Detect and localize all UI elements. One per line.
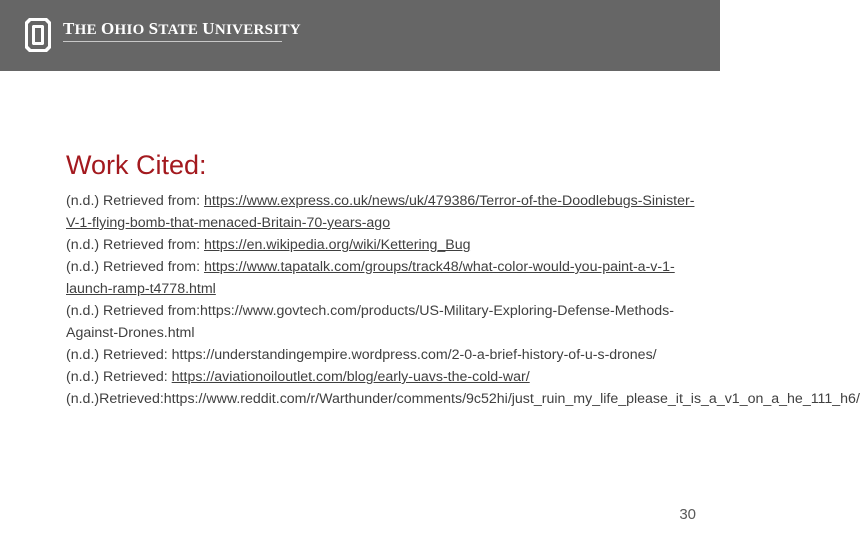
reference-prefix: (n.d.) Retrieved from: (66, 259, 204, 275)
reference-link[interactable]: https://aviationoiloutlet.com/blog/early-uavs-the-cold-war/ (171, 369, 530, 385)
reference-item (66, 234, 706, 256)
reference-prefix: (n.d.)Retrieved: (66, 391, 164, 407)
header-bar (0, 0, 720, 71)
reference-url: https://www.govtech.com/products/US-Military-Exploring-Defense-Methods-Against-Drones.html (66, 303, 674, 341)
reference-url: https://www.reddit.com/r/Warthunder/comments/9c52hi/just_ruin_my_life_please_it_is_a_v1_on_a_he_111_h6/ (163, 391, 860, 407)
reference-prefix: (n.d.) Retrieved: (66, 347, 172, 363)
reference-item (66, 388, 860, 410)
slide-title: Work Cited: (66, 150, 207, 180)
reference-prefix: (n.d.) Retrieved: (66, 369, 172, 385)
university-name: THE OHIO STATE UNIVERSITY (63, 19, 301, 38)
reference-prefix: (n.d.) Retrieved from: (66, 237, 204, 253)
reference-url: https://understandingempire.wordpress.com/2-0-a-brief-history-of-u-s-drones/ (171, 347, 657, 363)
university-name-rule (63, 41, 282, 42)
reference-list (66, 190, 860, 410)
reference-link[interactable]: https://www.tapatalk.com/groups/track48/what-color-would-you-paint-a-v-1-launch-ramp-t4778.html (66, 259, 675, 297)
reference-item (66, 256, 706, 300)
reference-item (66, 300, 706, 344)
page-number: 30 (679, 506, 696, 523)
reference-item (66, 344, 706, 366)
reference-prefix: (n.d.) Retrieved from: (66, 303, 201, 319)
reference-item (66, 366, 706, 388)
reference-link[interactable]: https://en.wikipedia.org/wiki/Kettering_Bug (203, 237, 471, 253)
reference-prefix: (n.d.) Retrieved from: (66, 193, 204, 209)
reference-link[interactable]: https://www.express.co.uk/news/uk/479386/Terror-of-the-Doodlebugs-Sinister-V-1-flying-bomb-that-menaced-Britain-70-years-ago (66, 193, 695, 231)
block-o-logo-icon (24, 17, 52, 53)
reference-item (66, 190, 706, 234)
